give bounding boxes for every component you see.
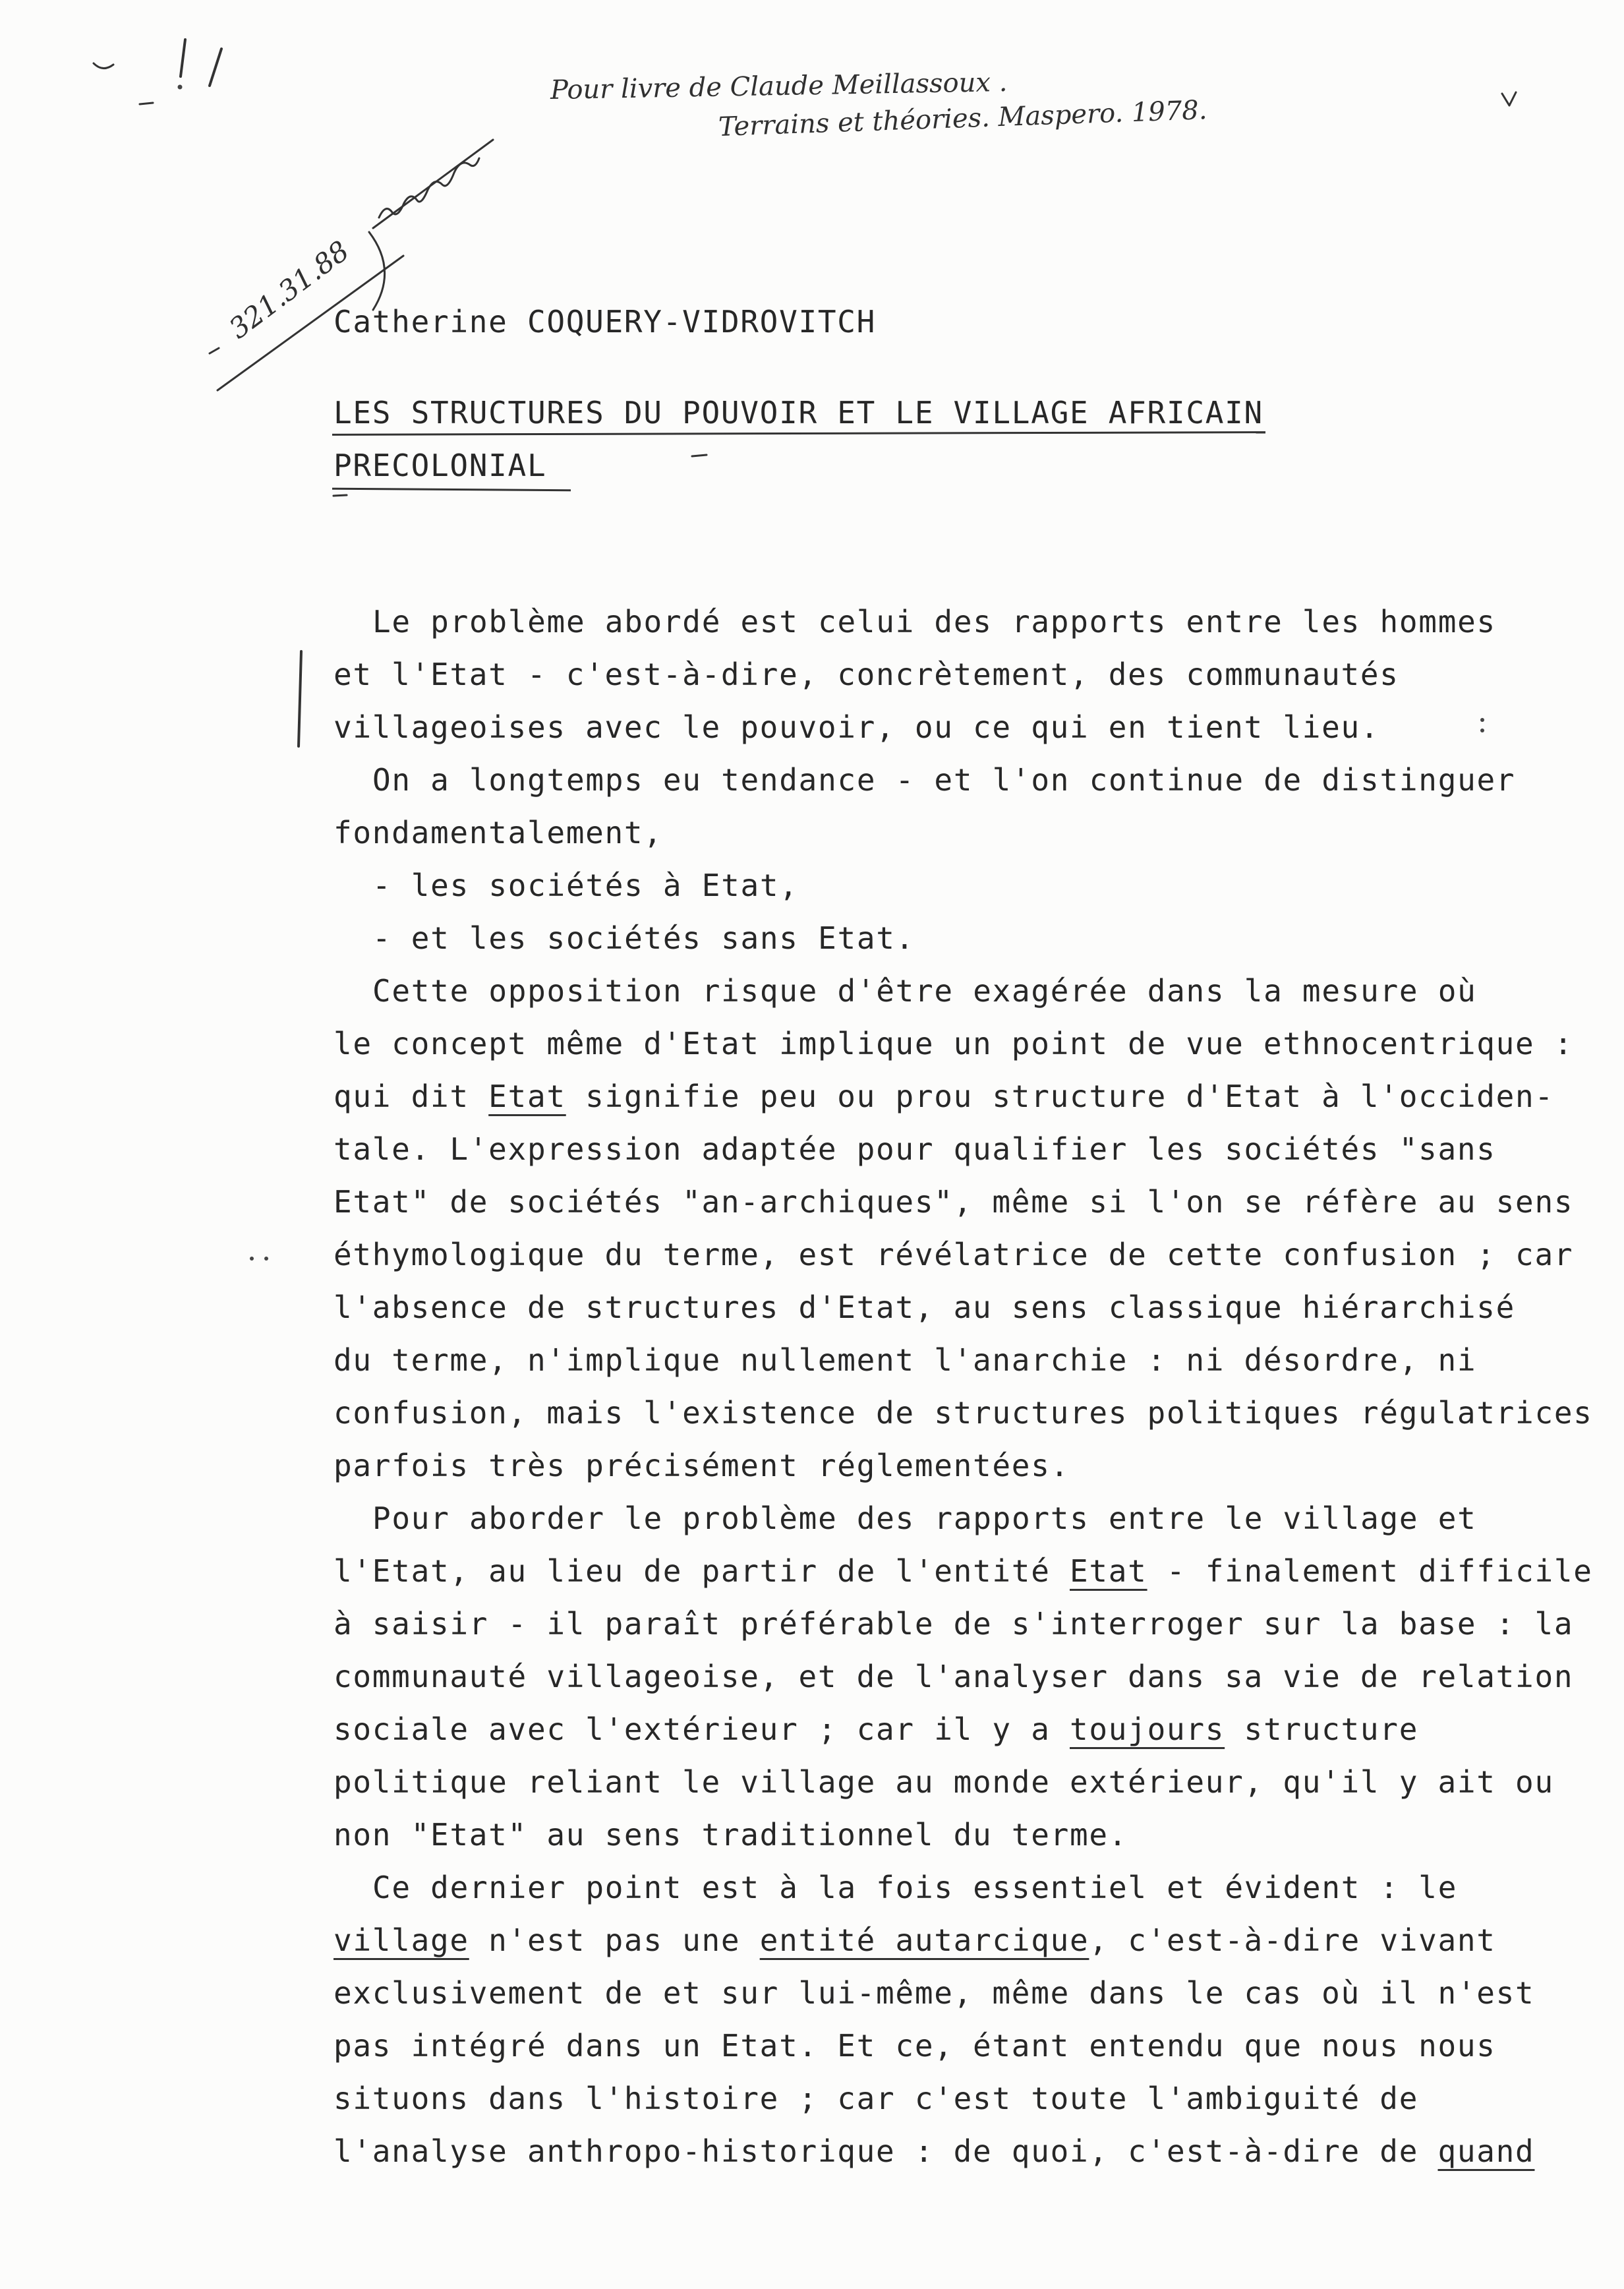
- text-segment: fondamentalement,: [334, 815, 663, 850]
- text-segment: pas intégré dans un Etat. Et ce, étant entendu que nous nous: [334, 2028, 1496, 2064]
- text-line: [334, 965, 1619, 1017]
- text-line: [334, 754, 1619, 806]
- text-line: [334, 1334, 1619, 1386]
- text-segment: Ce dernier point est à la fois essentiel et évident : le: [372, 1870, 1458, 1905]
- text-segment: exclusivement de et sur lui-même, même dans le cas où il n'est: [334, 1975, 1535, 2011]
- text-segment: du terme, n'implique nullement l'anarchie : ni désordre, ni: [334, 1342, 1477, 1378]
- paragraph: [334, 1492, 1619, 1861]
- margin-dot: [250, 1257, 254, 1261]
- handwritten-shelf-mark: 321.31.88: [223, 234, 355, 345]
- text-segment: éthymologique du terme, est révélatrice de cette confusion ; car: [334, 1237, 1574, 1272]
- text-line: [334, 1756, 1619, 1808]
- text-line: [334, 595, 1619, 648]
- text-line: [334, 1861, 1619, 1914]
- body-text: [334, 595, 1619, 2178]
- text-line: [334, 1228, 1619, 1281]
- margin-mark: [1502, 92, 1516, 105]
- margin-bar: [299, 651, 301, 746]
- text-segment: sociale avec l'extérieur ; car il y a: [334, 1711, 1070, 1747]
- text-segment: Cette opposition risque d'être exagérée dans la mesure où: [372, 973, 1477, 1009]
- margin-mark: [94, 63, 113, 69]
- text-segment: communauté villageoise, et de l'analyser dans sa vie de relation: [334, 1659, 1574, 1694]
- text-line: [334, 1808, 1619, 1861]
- text-segment: Pour aborder le problème des rapports entre le village et: [372, 1501, 1477, 1536]
- text-line: [334, 1597, 1619, 1650]
- text-line: [334, 648, 1619, 701]
- text-segment: politique reliant le village au monde extérieur, qu'il y ait ou: [334, 1764, 1554, 1800]
- margin-dot: [178, 85, 183, 90]
- underlined-word: Etat: [488, 1079, 566, 1114]
- text-segment: - les sociétés à Etat,: [372, 868, 799, 903]
- margin-mark: [210, 49, 221, 86]
- text-line: [334, 912, 1619, 965]
- handwritten-scribble: [379, 158, 479, 218]
- text-segment: On a longtemps eu tendance - et l'on continue de distinguer: [372, 762, 1516, 798]
- paragraph: [334, 595, 1619, 754]
- underlined-word: Etat: [1070, 1553, 1147, 1589]
- underlined-word: quand: [1437, 2133, 1535, 2169]
- text-line: [334, 1175, 1619, 1228]
- text-line: [334, 2019, 1619, 2072]
- text-line: [334, 1017, 1619, 1070]
- text-segment: - finalement difficile: [1147, 1553, 1593, 1589]
- handwritten-scribble-underline: [373, 140, 493, 228]
- text-segment: , c'est-à-dire vivant: [1089, 1922, 1496, 1958]
- text-line: [334, 1492, 1619, 1545]
- text-segment: l'absence de structures d'Etat, au sens classique hiérarchisé: [334, 1290, 1516, 1325]
- text-line: [334, 1123, 1619, 1175]
- text-line: [334, 1281, 1619, 1334]
- text-segment: l'Etat, au lieu de partir de l'entité: [334, 1553, 1070, 1589]
- text-segment: et l'Etat - c'est-à-dire, concrètement, des communautés: [334, 657, 1399, 692]
- text-segment: tale. L'expression adaptée pour qualifier les sociétés "sans: [334, 1131, 1496, 1167]
- text-segment: n'est pas une: [469, 1922, 760, 1958]
- text-segment: Le problème abordé est celui des rapports entre les hommes: [372, 604, 1496, 639]
- text-segment: villageoises avec le pouvoir, ou ce qui en tient lieu.: [334, 709, 1380, 745]
- text-line: [334, 2072, 1619, 2125]
- margin-mark: [181, 40, 185, 76]
- text-line: [334, 1650, 1619, 1703]
- text-line: [334, 701, 1619, 754]
- text-line: [334, 1545, 1619, 1597]
- paragraph: [334, 965, 1619, 1492]
- text-line: [334, 859, 1619, 912]
- text-segment: parfois très précisément réglementées.: [334, 1448, 1070, 1483]
- underlined-word: toujours: [1070, 1711, 1225, 1747]
- paragraph: [334, 859, 1619, 912]
- document-title-line-1: LES STRUCTURES DU POUVOIR ET LE VILLAGE AFRICAIN: [334, 395, 1263, 431]
- underlined-word: village: [334, 1922, 469, 1958]
- handwritten-note-reference: Pour livre de Claude Meillassoux .: [550, 67, 1008, 106]
- text-line: [334, 2125, 1619, 2178]
- text-line: [334, 1070, 1619, 1123]
- margin-mark: [140, 103, 153, 104]
- text-line: [334, 1703, 1619, 1756]
- text-segment: signifie peu ou prou structure d'Etat à l'occiden-: [566, 1079, 1554, 1114]
- text-segment: - et les sociétés sans Etat.: [372, 920, 915, 956]
- text-segment: le concept même d'Etat implique un point de vue ethnocentrique :: [334, 1026, 1574, 1061]
- text-segment: l'analyse anthropo-historique : de quoi, c'est-à-dire de: [334, 2133, 1438, 2169]
- paragraph: [334, 1861, 1619, 2178]
- text-line: [334, 1967, 1619, 2019]
- underlined-word: entité autarcique: [759, 1922, 1089, 1958]
- text-segment: structure: [1225, 1711, 1419, 1747]
- handwritten-note-source: Terrains et théories. Maspero. 1978.: [718, 95, 1208, 142]
- stray-dash: [692, 455, 707, 456]
- document-title-line-2: PRECOLONIAL: [334, 448, 547, 483]
- author-name: Catherine COQUERY-VIDROVITCH: [334, 304, 877, 340]
- margin-dot: [264, 1257, 268, 1261]
- text-segment: situons dans l'histoire ; car c'est toute l'ambiguité de: [334, 2081, 1419, 2116]
- text-line: [334, 1439, 1619, 1492]
- text-segment: qui dit: [334, 1079, 489, 1114]
- paragraph: [334, 754, 1619, 859]
- text-line: [334, 806, 1619, 859]
- paragraph: [334, 912, 1619, 965]
- shelf-mark-dash: [210, 348, 219, 353]
- text-segment: à saisir - il paraît préférable de s'interroger sur la base : la: [334, 1606, 1574, 1642]
- text-line: [334, 1914, 1619, 1967]
- text-line: [334, 1386, 1619, 1439]
- text-segment: Etat" de sociétés "an-archiques", même si l'on se réfère au sens: [334, 1184, 1574, 1220]
- stray-dash: [334, 495, 347, 496]
- text-segment: non "Etat" au sens traditionnel du terme.: [334, 1817, 1128, 1853]
- text-segment: confusion, mais l'existence de structures politiques régulatrices: [334, 1395, 1593, 1431]
